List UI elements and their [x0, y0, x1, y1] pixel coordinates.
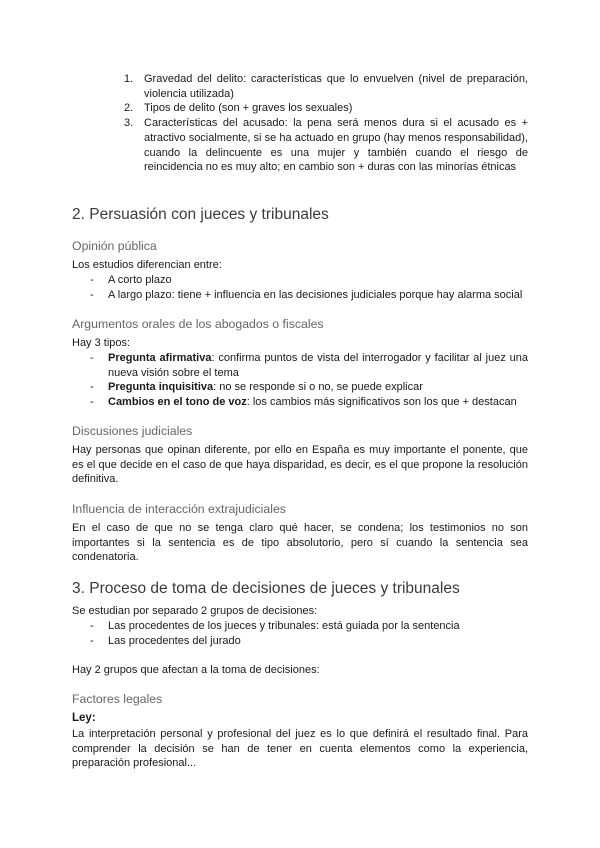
subheading-factores-legales: Factores legales	[72, 692, 163, 706]
subheading-argumentos-orales: Argumentos orales de los abogados o fiscales	[72, 317, 324, 331]
list-number: 1.	[124, 73, 134, 85]
list-item-text: Las procedentes del jurado	[108, 634, 241, 647]
dash-bullet: -	[90, 288, 94, 301]
list-item-text	[108, 380, 528, 395]
term-bold: Pregunta inquisitiva	[108, 381, 214, 394]
dash-bullet: -	[90, 396, 94, 409]
section3-intro: Se estudian por separado 2 grupos de decisiones:	[72, 605, 318, 617]
opinion-intro: Los estudios diferencian entre:	[72, 259, 222, 271]
dash-bullet: -	[90, 620, 94, 632]
list-number: 3.	[124, 117, 134, 130]
decisiones-list	[72, 619, 528, 648]
list-item	[72, 634, 528, 649]
list-item-text	[108, 395, 528, 410]
dash-bullet: -	[90, 274, 94, 286]
argumentos-list	[72, 351, 528, 410]
list-item	[72, 395, 528, 410]
list-item-text: Gravedad del delito: características que lo envuelven (nivel de preparación, violencia utilizada)	[144, 73, 528, 100]
argumentos-intro: Hay 3 tipos:	[72, 337, 131, 349]
list-item-text: A corto plazo	[108, 274, 172, 286]
term-bold: Cambios en el tono de voz	[108, 396, 247, 409]
ley-paragraph: La interpretación personal y profesional del juez es lo que definirá el resultado final. Para comprender la decisión se han de tener en cuenta elementos como la experiencia, preparación profesional...	[72, 728, 528, 770]
term-description: : no se responde si o no, se puede explicar	[213, 381, 423, 394]
numbered-list	[72, 72, 528, 175]
list-item	[72, 619, 528, 634]
influencia-paragraph: En el caso de que no se tenga claro qué hacer, se condena; los testimonios no son importantes si la sentencia es de tipo absolutorio, pero sí cuando la sentencia sea condenatoria.	[72, 522, 528, 564]
term-description: : los cambios más significativos son los que + destacan	[246, 396, 517, 409]
list-item	[72, 72, 528, 101]
dash-bullet: -	[90, 381, 94, 394]
list-item	[72, 288, 528, 303]
list-item	[72, 116, 528, 175]
section-heading-proceso-decisiones: 3. Proceso de toma de decisiones de jueces y tribunales	[72, 580, 460, 597]
subheading-discusiones-judiciales: Discusiones judiciales	[72, 424, 193, 438]
opinion-list	[72, 273, 528, 302]
subheading-opinion-publica: Opinión pública	[72, 239, 157, 253]
list-item-text: A largo plazo: tiene + influencia en las decisiones judiciales porque hay alarma social	[108, 288, 523, 301]
list-number: 2.	[124, 102, 134, 115]
section-heading-persuasion: 2. Persuasión con jueces y tribunales	[72, 206, 329, 223]
term-description: : confirma puntos de vista del interrogador y facilitar al juez una nueva visión sobre el tema	[108, 352, 528, 379]
term-bold: Pregunta afirmativa	[108, 352, 212, 364]
grupos-paragraph: Hay 2 grupos que afectan a la toma de decisiones:	[72, 664, 320, 676]
list-item	[72, 273, 528, 288]
list-item	[72, 351, 528, 380]
dash-bullet: -	[90, 352, 94, 364]
discusiones-paragraph: Hay personas que opinan diferente, por ello en España es muy importante el ponente, que es el que decide en el caso de que haya disparidad, es decir, es el que propone la resolución definitiva.	[72, 444, 528, 486]
subheading-influencia-interaccion: Influencia de interacción extrajudiciales	[72, 502, 286, 516]
dash-bullet: -	[90, 634, 94, 647]
list-item-text: Características del acusado: la pena será menos dura si el acusado es + atractivo socialmente, si se ha actuado en grupo (hay menos responsabilidad), cuando la delincuente es una mujer y también cuando el riesgo de reincidencia no es muy alto; en cambio son + duras con las minorías étnicas	[144, 117, 528, 174]
list-item	[72, 101, 528, 116]
subheading-ley: Ley:	[72, 712, 96, 724]
list-item-text: Tipos de delito (son + graves los sexuales)	[144, 102, 353, 115]
list-item-text: Las procedentes de los jueces y tribunales: está guiada por la sentencia	[108, 620, 460, 632]
list-item	[72, 380, 528, 395]
list-item-text	[108, 351, 528, 380]
